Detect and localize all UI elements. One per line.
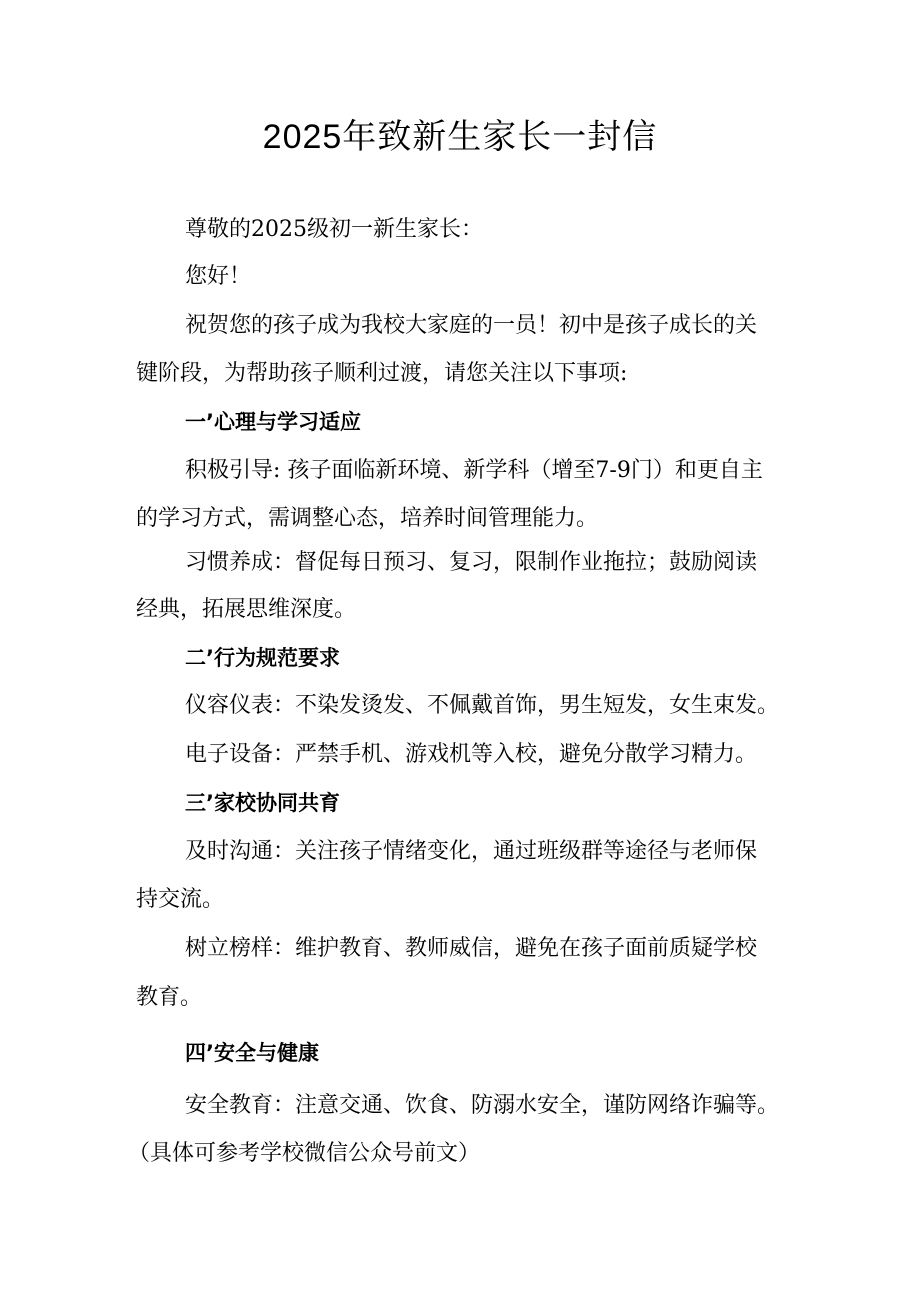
intro-line-1: 祝贺您的孩子成为我校大家庭的一员！初中是孩子成长的关	[185, 313, 758, 338]
section-1-item-2-line-1: 习惯养成：督促每日预习、复习，限制作业拖拉；鼓励阅读	[185, 550, 758, 575]
section-2-item-1: 仪容仪表：不染发烫发、不佩戴首饰，男生短发，女生束发。	[185, 693, 780, 718]
section-1-item-1-line-2: 的学习方式，需调整心态，培养时间管理能力。	[136, 506, 599, 531]
section-heading-psychology: 一’心理与学习适应	[185, 410, 361, 434]
section-3-item-1-line-1: 及时沟通：关注孩子情绪变化，通过班级群等途径与老师保	[185, 839, 758, 864]
salutation: 尊敬的2025级初一新生家长：	[185, 217, 483, 242]
section-2-item-2: 电子设备：严禁手机、游戏机等入校，避免分散学习精力。	[185, 742, 758, 767]
greeting: 您好！	[185, 264, 252, 289]
section-1-item-2-line-2: 经典，拓展思维深度。	[136, 597, 357, 622]
section-1-item-1-line-1: 积极引导: 孩子面临新环境、新学科（增至7-9门）和更自主	[185, 458, 763, 483]
section-heading-home-school: 三’家校协同共育	[185, 791, 340, 815]
section-4-item-1-line-1: 安全教育：注意交通、饮食、防溺水安全，谨防网络诈骗等。	[185, 1093, 780, 1118]
section-heading-safety: 四’安全与健康	[185, 1041, 319, 1065]
letter-title: 2025年致新生家长一封信	[262, 118, 658, 156]
section-3-item-2-line-2: 教育。	[136, 985, 203, 1010]
section-3-item-1-line-2: 持交流。	[136, 887, 225, 912]
section-3-item-2-line-1: 树立榜样：维护教育、教师威信，避免在孩子面前质疑学校	[185, 936, 758, 961]
intro-line-2: 键阶段，为帮助孩子顺利过渡，请您关注以下事项:	[136, 361, 628, 386]
section-heading-behavior: 二’行为规范要求	[185, 646, 340, 670]
section-4-item-1-line-2: （具体可参考学校微信公众号前文）	[128, 1141, 481, 1166]
